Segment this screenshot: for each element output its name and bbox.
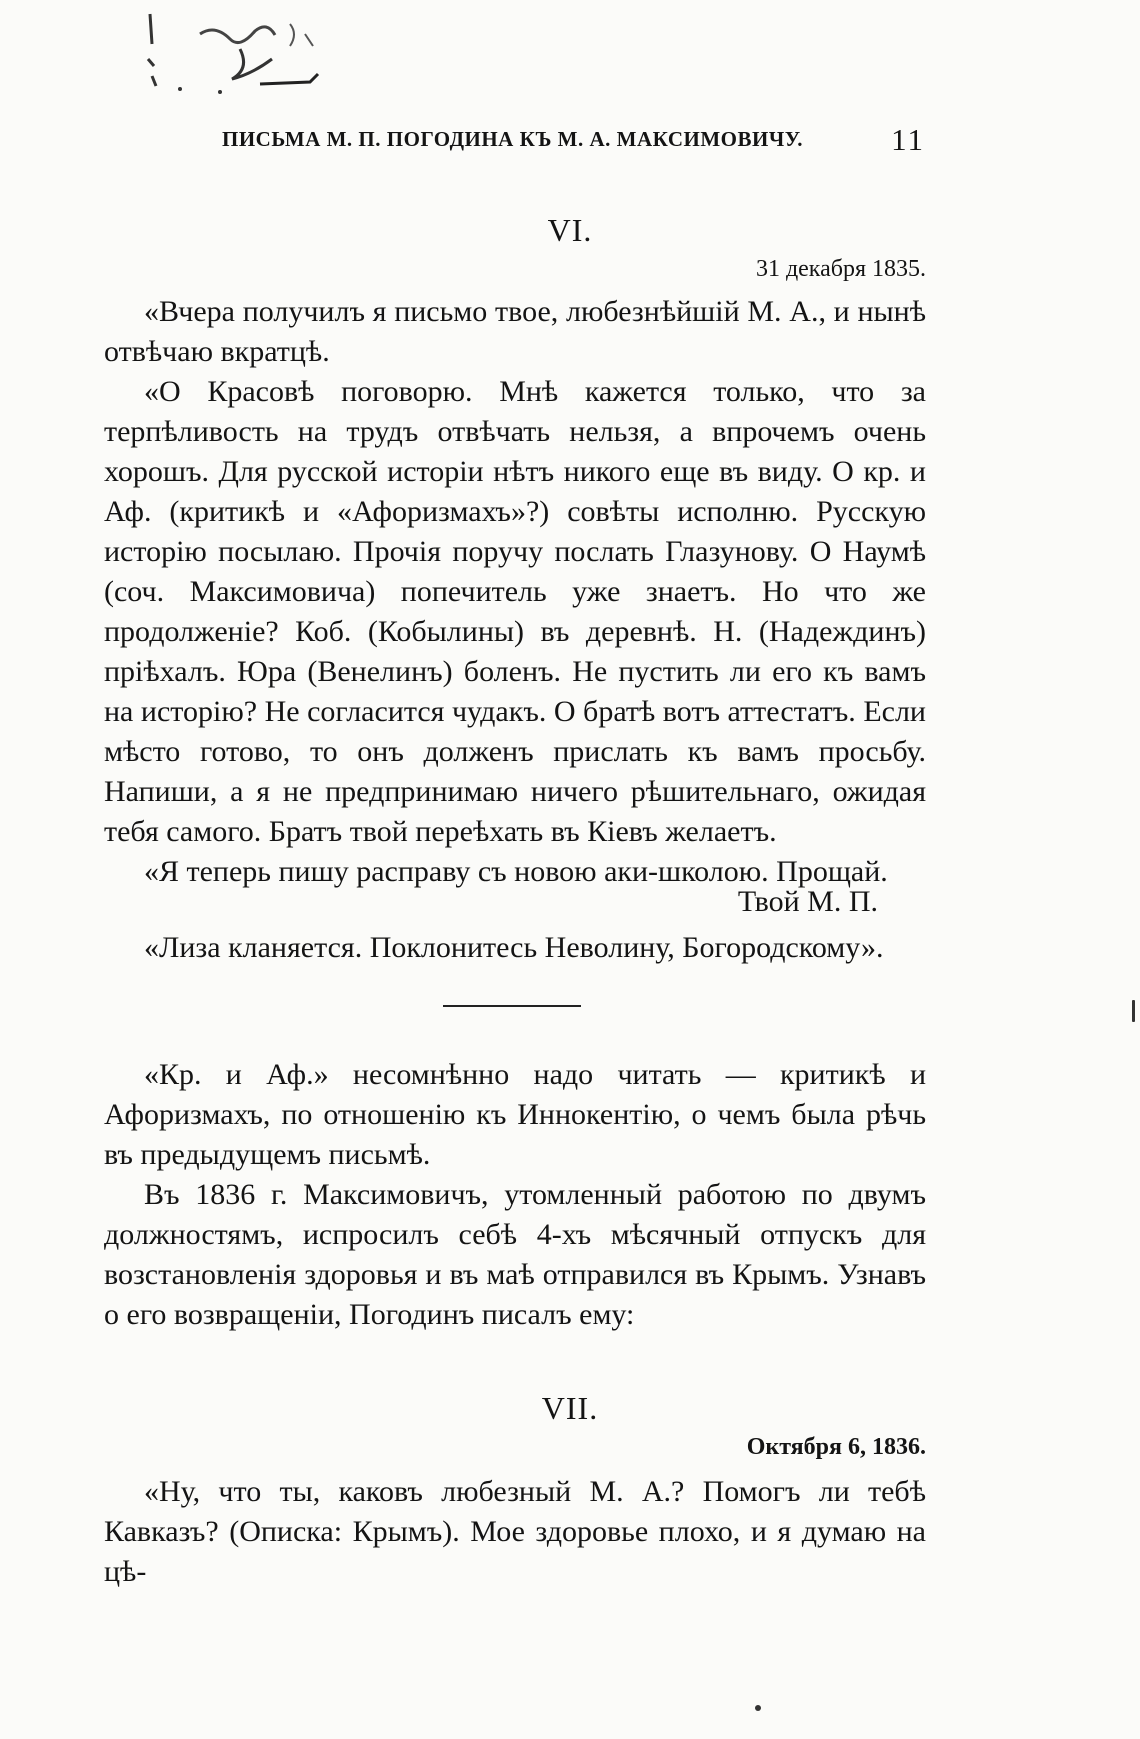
letter-number-vii: VII. <box>541 1390 599 1426</box>
letter-vi-postscript: «Лиза кланяется. Поклонитесь Неволину, Богородскому». <box>144 931 884 964</box>
running-head: ПИСЬМА М. П. ПОГОДИНА КЪ М. А. МАКСИМОВИЧУ. <box>222 127 803 151</box>
page-number: 11 <box>891 122 925 157</box>
letter-vi-signature: Твой М. П. <box>737 885 878 918</box>
letter-date-vi: 31 декабря 1835. <box>755 256 926 282</box>
letter-vi-paragraph: «Я теперь пишу расправу съ новою аки-школою. Прощай. <box>144 855 888 888</box>
letter-vi-paragraph: «Вчера получилъ я письмо твое, любезнѣйшій М. А., и нынѣ отвѣчаю вкратцѣ. <box>104 295 926 368</box>
print-speck <box>755 1705 761 1711</box>
letter-vi-paragraph: «О Красовѣ поговорю. Мнѣ кажется только, что за терпѣливость на трудъ отвѣчать нельзя, а впрочемъ очень хорошъ. Для русской исторіи нѣтъ никого еще въ виду. О кр. и Аф. (критикѣ и «Афоризмахъ»?) совѣты исполню. Русскую исторію посылаю. Прочія поручу послать Глазунову. О Наумѣ (соч. Максимовича) попечитель уже знаетъ. Но что же продолженіе? Коб. (Кобылины) въ деревнѣ. Н. (Надеждинъ) пріѣхалъ. Юра (Венелинъ) боленъ. Не пустить ли его къ вамъ на исторію? Не согласится чудакъ. О братѣ вотъ аттестатъ. Если мѣсто готово, то онъ долженъ прислать къ вамъ просьбу. Напиши, а я не предпринимаю ничего рѣшительнаго, ожидая тебя самого. Братъ твой переѣхать въ Кіевъ желаетъ. <box>104 375 926 848</box>
commentary-paragraph: Въ 1836 г. Максимовичъ, утомленный работою по двумъ должностямъ, испросилъ себѣ 4-хъ мѣсячный отпускъ для возстановленія здоровья и въ маѣ отправился въ Крымъ. Узнавъ о его возвращеніи, Погодинъ писалъ ему: <box>104 1178 926 1331</box>
letter-date-vii: Октября 6, 1836. <box>746 1434 926 1460</box>
letter-vi-postscript-block <box>104 928 926 968</box>
edge-mark <box>1132 1000 1135 1022</box>
letter-number-vi: VI. <box>547 212 593 248</box>
letter-vii-paragraph: «Ну, что ты, каковъ любезный М. А.? Помогъ ли тебѣ Кавказъ? (Описка: Крымъ). Мое здоровье плохо, и я думаю на цѣ- <box>104 1475 926 1588</box>
letter-vii-body <box>104 1472 926 1592</box>
letter-vi-body <box>104 292 926 892</box>
ink-scribble-mark <box>140 4 360 100</box>
commentary-body <box>104 1055 926 1335</box>
commentary-paragraph: «Кр. и Аф.» несомнѣнно надо читать — критикѣ и Афоризмахъ, по отношенію къ Иннокентію, о чемъ была рѣчь въ предыдущемъ письмѣ. <box>104 1058 926 1171</box>
section-divider <box>443 1005 581 1007</box>
